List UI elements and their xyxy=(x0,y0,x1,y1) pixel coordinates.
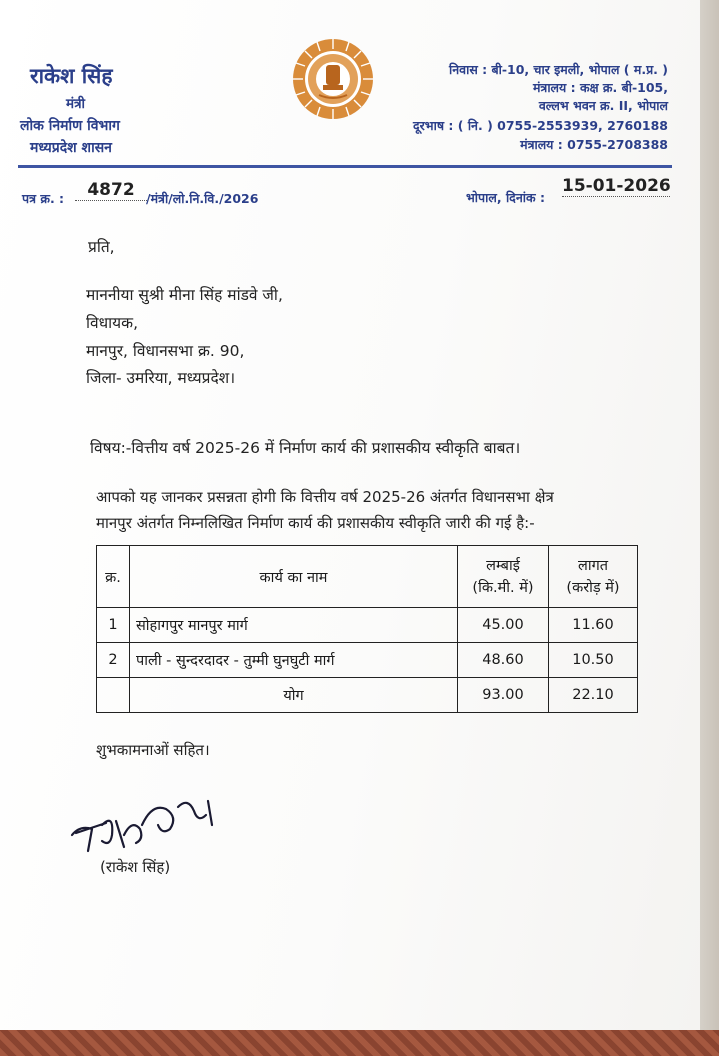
header-work-name: कार्य का नाम xyxy=(130,546,458,608)
tablecloth-edge xyxy=(0,1030,719,1056)
row-sno: 2 xyxy=(97,643,130,678)
date-label: भोपाल, दिनांक : xyxy=(466,190,545,205)
row-cost: 10.50 xyxy=(549,643,638,678)
total-label: योग xyxy=(130,678,458,713)
residence-address: निवास : बी-10, चार इमली, भोपाल ( म.प्र. ) xyxy=(448,62,668,77)
department-name: लोक निर्माण विभाग xyxy=(20,118,120,134)
header-cost-line2: (करोड़ में) xyxy=(566,579,620,596)
letter-number-prefix: पत्र क्र. : xyxy=(22,191,65,206)
recipient-constituency: मानपुर, विधानसभा क्र. 90, xyxy=(86,342,245,360)
letter-number: 4872 xyxy=(75,180,147,201)
works-table xyxy=(96,545,638,713)
header-cost-line1: लागत xyxy=(577,557,608,574)
government-name: मध्यप्रदेश शासन xyxy=(30,140,112,156)
table-row xyxy=(97,643,638,678)
row-sno: 1 xyxy=(97,608,130,643)
handwritten-signature xyxy=(66,795,226,865)
total-empty-cell xyxy=(97,678,130,713)
signatory-name: (राकेश सिंह) xyxy=(100,858,171,876)
body-line-2: मानपुर अंतर्गत निम्नलिखित निर्माण कार्य की प्रशासकीय स्वीकृति जारी की गई है:- xyxy=(96,514,535,532)
ministry-phone: मंत्रालय : 0755-2708388 xyxy=(520,137,668,152)
row-work-name: सोहागपुर मानपुर मार्ग xyxy=(130,608,458,643)
letter-number-suffix: /मंत्री/लो.नि.वि./2026 xyxy=(146,191,259,206)
header-cost xyxy=(549,546,638,608)
row-length: 48.60 xyxy=(458,643,549,678)
ministry-address-line1: मंत्रालय : कक्ष क्र. बी-105, xyxy=(532,80,668,95)
recipient-district: जिला- उमरिया, मध्यप्रदेश। xyxy=(86,369,236,387)
total-length: 93.00 xyxy=(458,678,549,713)
row-length: 45.00 xyxy=(458,608,549,643)
header-length-line2: (कि.मी. में) xyxy=(472,579,534,596)
body-line-1: आपको यह जानकर प्रसन्नता होगी कि वित्तीय वर्ष 2025-26 अंतर्गत विधानसभा क्षेत्र xyxy=(96,488,554,506)
table-total-row xyxy=(97,678,638,713)
recipient-designation: विधायक, xyxy=(86,314,139,332)
letter-date: 15-01-2026 xyxy=(562,176,671,196)
mp-government-emblem xyxy=(289,35,377,123)
total-cost: 22.10 xyxy=(549,678,638,713)
recipient-name: माननीया सुश्री मीना सिंह मांडवे जी, xyxy=(86,286,283,304)
header-length-line1: लम्बाई xyxy=(486,557,520,574)
letter-subject: विषय:-वित्तीय वर्ष 2025-26 में निर्माण कार्य की प्रशासकीय स्वीकृति बाबत। xyxy=(90,439,521,457)
row-work-name: पाली - सुन्दरदादर - तुम्मी घुनघुटी मार्ग xyxy=(130,643,458,678)
salutation: प्रति, xyxy=(88,238,115,256)
header-sno: क्र. xyxy=(97,546,130,608)
residence-phone: दूरभाष : ( नि. ) 0755-2553939, 2760188 xyxy=(413,118,668,133)
table-header-row xyxy=(97,546,638,608)
ministry-address-line2: वल्लभ भवन क्र. II, भोपाल xyxy=(538,98,668,113)
table-row xyxy=(97,608,638,643)
background-surface xyxy=(700,0,719,1056)
closing-greeting: शुभकामनाओं सहित। xyxy=(96,741,210,759)
letterhead-divider xyxy=(18,165,672,168)
row-cost: 11.60 xyxy=(549,608,638,643)
header-length xyxy=(458,546,549,608)
minister-name: राकेश सिंह xyxy=(30,64,113,88)
minister-designation: मंत्री xyxy=(66,96,86,112)
